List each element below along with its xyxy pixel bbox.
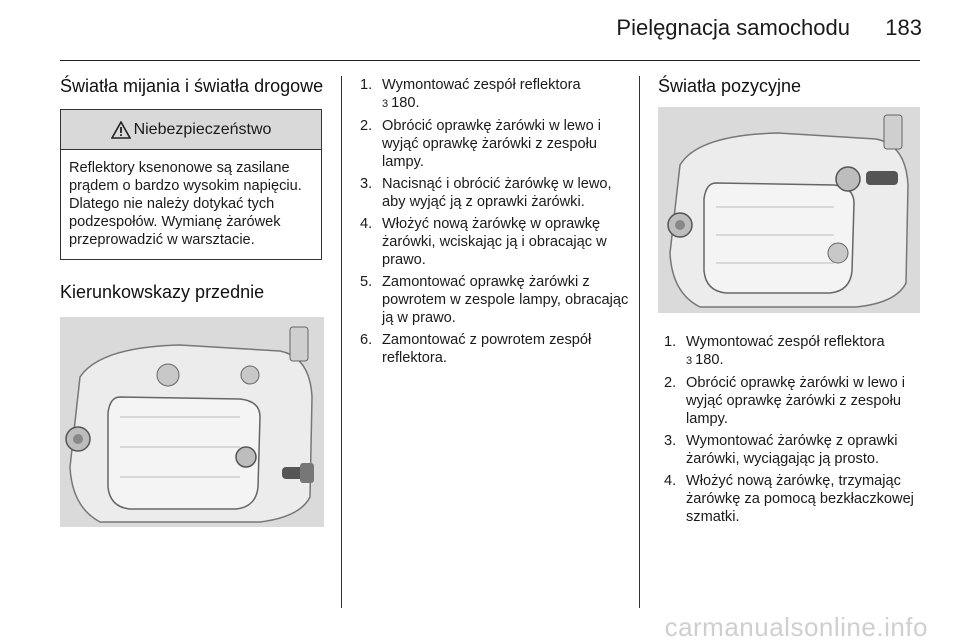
warning-title: Niebezpieczeństwo [133,120,272,138]
step-item [664,472,922,526]
step-text: Zamontować oprawkę żarówki z powrotem w zespole lampy, obracając ją w prawo. [382,274,629,326]
column-divider-right [639,76,640,608]
step-text [382,76,630,113]
turn-signal-steps [360,76,630,367]
step-text: Włożyć nową żarówkę, trzymając żarówkę za pomocą bezkłaczkowej szmatki. [686,473,914,525]
step-number: 3. [360,176,373,192]
step-number: 2. [664,375,677,391]
header-divider [60,60,920,61]
section-heading-turn-signals: Kierunkowskazy przednie [60,282,265,302]
step-text-main: Wymontować zespół reflektora [686,334,885,350]
headlamp-illustration-position [658,107,920,313]
middle-column [360,76,630,371]
step-text: Zamontować z powrotem zespół reflektora. [382,332,592,366]
warning-text: Reflektory ksenonowe są zasilane prądem o bardzo wysokim napięciu. Dlatego nie należy dotykać tych podzespołów. Wymianę żarówek przeprowadzić w warsztacie. [69,160,302,248]
step-text: Nacisnąć i obrócić żarówkę w lewo, aby wyjąć ją z oprawki żarówki. [382,176,612,210]
step-number: 3. [664,433,677,449]
step-text: Obrócić oprawkę żarówki w lewo i wyjąć oprawkę żarówki z zespołu lampy. [382,118,601,170]
warning-triangle-icon [111,121,131,139]
column-divider-left [341,76,342,608]
headlamp-photo-position-light [658,107,920,313]
page-reference-icon: 3 [382,98,389,110]
step-item [360,175,630,211]
section-heading-headlights: Światła mijania i światła drogowe [60,76,324,96]
watermark: carmanualsonline.info [664,612,928,642]
left-column [60,76,324,527]
step-number: 1. [664,334,677,350]
page-reference: 180. [695,352,724,368]
step-item [664,333,922,370]
warning-box [60,109,322,260]
step-number: 4. [360,216,373,232]
step-text: Włożyć nową żarówkę w oprawkę żarówki, wciskając ją i obracając w prawo. [382,216,607,268]
step-item [360,215,630,269]
step-text: Wymontować żarówkę z oprawki żarówki, wyciągając ją prosto. [686,433,898,467]
step-number: 1. [360,77,373,93]
step-item [360,76,630,113]
step-text: Obrócić oprawkę żarówki w lewo i wyjąć oprawkę żarówki z zespołu lampy. [686,375,905,427]
headlamp-illustration [60,317,324,527]
step-item [664,374,922,428]
warning-header [61,110,321,150]
step-number: 5. [360,274,373,290]
step-item [360,117,630,171]
headlamp-photo-turn-signal [60,317,324,527]
step-number: 6. [360,332,373,348]
step-text-main: Wymontować zespół reflektora [382,77,581,93]
page-header-title: Pielęgnacja samochodu [616,15,850,40]
section-heading-position-lights: Światła pozycyjne [658,76,802,96]
step-text [686,333,922,370]
position-light-steps [664,333,922,526]
page-reference-icon: 3 [686,355,693,367]
step-number: 2. [360,118,373,134]
step-item [664,432,922,468]
page-reference: 180. [391,95,420,111]
page-number: 183 [885,15,922,40]
step-item [360,331,630,367]
step-item [360,273,630,327]
step-number: 4. [664,473,677,489]
right-column [658,76,922,530]
